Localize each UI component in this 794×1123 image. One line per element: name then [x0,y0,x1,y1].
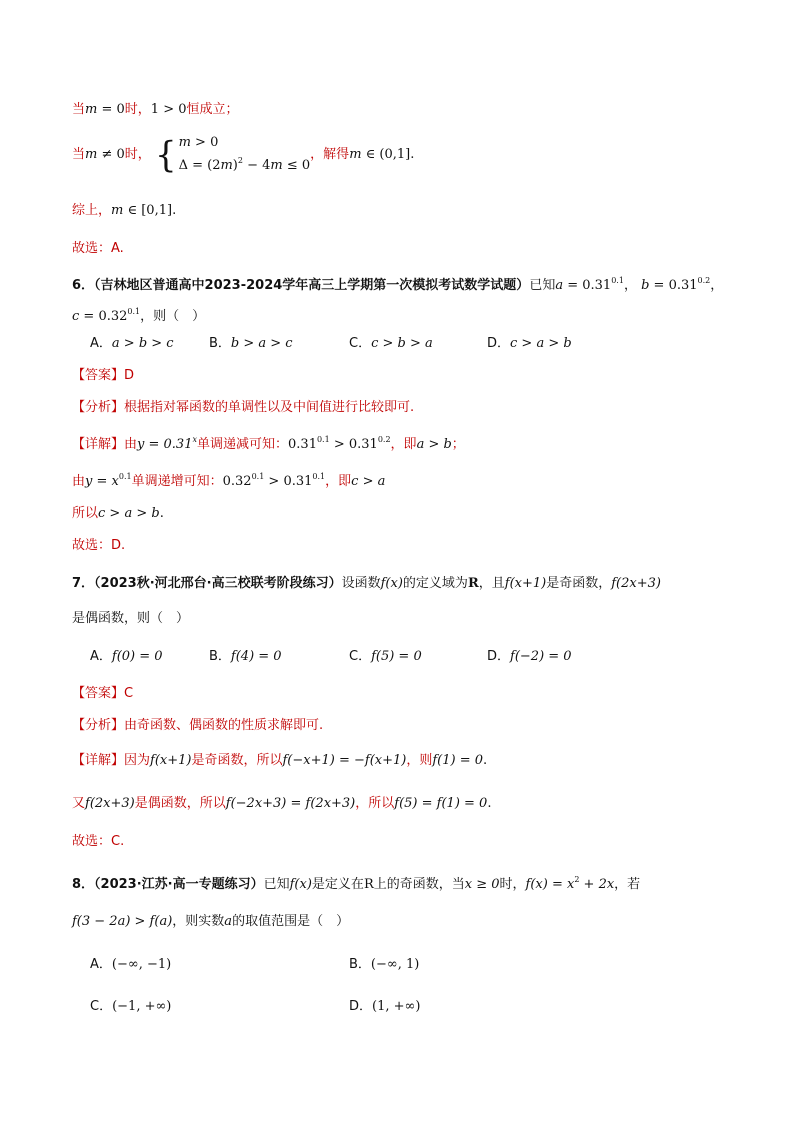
q8-option-d[interactable]: D．(1, +∞) [349,999,421,1014]
q7-stem-line1: 7．（2023秋·河北邢台·高三校联考阶段练习）设函数f(x)的定义域为R，且f(x+1)是奇函数，f(2x+3) [72,576,661,591]
q5-line-conclusion: 综上，m ∈ [0,1]. [72,203,177,218]
q6-detail-line1: 【详解】由$y = 0.31^x$单调递减可知：$0.31^{0.1} > 0.31^{0.2}$，即a > b； [72,435,465,452]
q7-option-d[interactable]: D．f(−2) = 0 [487,649,572,664]
q8-stem-line1: 8．（2023·江苏·高一专题练习）已知f(x)是定义在R上的奇函数，当x ≥ 0时，$f(x) = x^2 + 2x$，若 [72,875,641,892]
q6-option-a[interactable]: A．a > b > c [90,336,174,351]
q8-option-a[interactable]: A．(−∞, −1) [90,957,172,972]
q6-stem-line1: 6．（吉林地区普通高中2023-2024学年高三上学期第一次模拟考试数学试题）已知$a = 0.31^{0.1}$， $b = 0.31^{0.2}$， [72,276,724,293]
q7-option-c[interactable]: C．f(5) = 0 [349,649,422,664]
q6-answer: 【答案】D [72,368,135,383]
q7-option-a[interactable]: A．f(0) = 0 [90,649,163,664]
q6-stem-line2: $c = 0.32^{0.1}$，则（ ） [72,307,206,324]
q6-detail-line2: 由$y = x^{0.1}$单调递增可知：$0.32^{0.1} > 0.31^{0.1}$，即c > a [72,472,386,489]
q5-choice: 故选：A. [72,241,124,256]
q8-option-b[interactable]: B．(−∞, 1) [349,957,420,972]
q5-line-m-zero: 当m = 0时，1 > 0恒成立； [72,102,239,117]
left-brace: { [154,133,177,176]
inequality-system: m > 0 $\Delta = (2m)^2 - 4m \le 0$ [178,135,311,173]
q7-detail-line1: 【详解】因为f(x+1)是奇函数，所以f(−x+1) = −f(x+1)，则f(1) = 0. [72,753,488,768]
q6-option-b[interactable]: B．b > a > c [209,336,293,351]
q6-option-d[interactable]: D．c > a > b [487,336,572,351]
q6-detail-line3: 所以c > a > b. [72,506,164,521]
q8-stem-line2: f(3 − 2a) > f(a)，则实数a的取值范围是（ ） [72,914,350,929]
q6-option-c[interactable]: C．c > b > a [349,336,433,351]
q6-analysis: 【分析】根据指对幂函数的单调性以及中间值进行比较即可. [72,400,415,415]
q8-option-c[interactable]: C．(−1, +∞) [90,999,172,1014]
q7-stem-line2: 是偶函数，则（ ） [72,611,190,626]
q7-option-b[interactable]: B．f(4) = 0 [209,649,282,664]
q7-answer: 【答案】C [72,686,134,701]
q7-analysis: 【分析】由奇函数、偶函数的性质求解即可. [72,718,324,733]
q7-choice: 故选：C. [72,834,125,849]
q6-choice: 故选：D. [72,538,126,553]
q7-detail-line2: 又f(2x+3)是偶函数，所以f(−2x+3) = f(2x+3)，所以f(5) = f(1) = 0. [72,796,492,811]
q5-line-m-nonzero: 当m ≠ 0时， { m > 0 $\Delta = (2m)^2 - 4m \le 0$ ，解得m ∈ (0,1]. [72,133,415,176]
